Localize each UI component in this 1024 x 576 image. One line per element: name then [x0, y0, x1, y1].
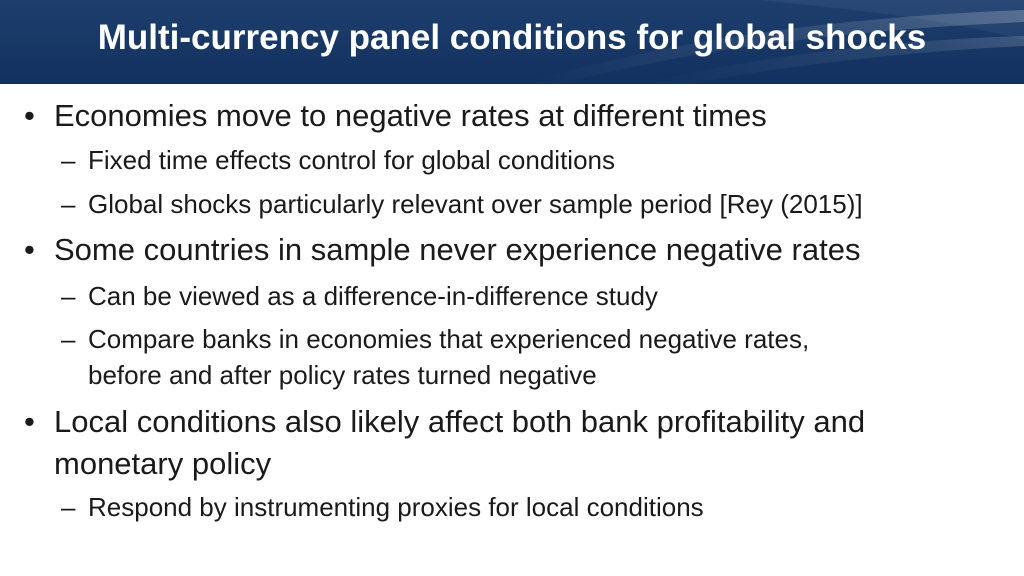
bullet-text: Local conditions also likely affect both bank profitability and — [54, 404, 866, 439]
slide-body — [0, 84, 1024, 576]
bullet-marker: • — [24, 232, 35, 267]
bullet-item — [24, 230, 861, 270]
bullet-marker: • — [24, 404, 35, 439]
sub-bullet-text: Can be viewed as a difference-in-difference study — [88, 281, 658, 311]
sub-bullet-text: Compare banks in economies that experienced negative rates, — [88, 324, 810, 354]
title-bar — [0, 0, 1024, 84]
sub-bullet-text: Global shocks particularly relevant over sample period [Rey (2015)] — [88, 189, 863, 219]
sub-bullet-continuation — [88, 358, 597, 392]
sub-bullet-item — [61, 143, 616, 177]
bullet-item — [24, 402, 866, 442]
sub-bullet-item — [61, 322, 810, 356]
bullet-continuation — [54, 444, 271, 484]
sub-bullet-text: Fixed time effects control for global conditions — [88, 145, 616, 175]
bullet-item — [24, 96, 767, 136]
sub-bullet-item — [61, 187, 863, 221]
sub-bullet-text: before and after policy rates turned negative — [88, 360, 597, 390]
slide-title: Multi-currency panel conditions for global shocks — [97, 18, 927, 57]
sub-bullet-item — [61, 279, 658, 313]
sub-bullet-item — [61, 490, 704, 524]
bullet-text: Some countries in sample never experience negative rates — [54, 232, 861, 267]
sub-bullet-text: Respond by instrumenting proxies for local conditions — [88, 492, 704, 522]
sub-bullet-marker: – — [61, 324, 76, 354]
bullet-text: monetary policy — [54, 446, 272, 481]
sub-bullet-marker: – — [61, 145, 76, 175]
sub-bullet-marker: – — [61, 492, 76, 522]
sub-bullet-marker: – — [61, 281, 76, 311]
bullet-marker: • — [24, 98, 35, 133]
bullet-text: Economies move to negative rates at different times — [54, 98, 767, 133]
sub-bullet-marker: – — [61, 189, 76, 219]
